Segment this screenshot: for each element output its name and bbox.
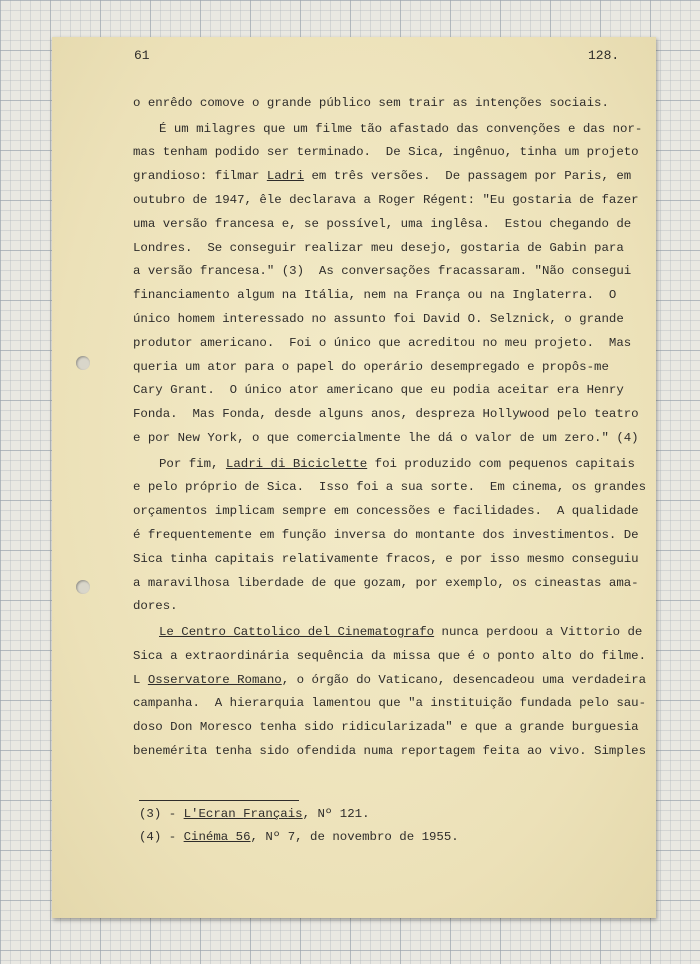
text-line: e por New York, o que comercialmente lhe dá o valor de um zero." (4) — [133, 430, 639, 445]
punch-hole — [76, 580, 90, 594]
text-line: a versão francesa." (3) As conversações fracassaram. "Não consegui — [133, 264, 632, 279]
text-line: a maravilhosa liberdade de que gozam, por exemplo, os cineastas ama- — [133, 575, 639, 590]
text-line: o enrêdo comove o grande público sem trair as intenções sociais. — [133, 96, 609, 110]
footnote-4-title: Cinéma 56 — [183, 830, 251, 844]
text-line: orçamentos implicam sempre em concessões e facilidades. A qualidade — [133, 504, 639, 519]
text-line: Cary Grant. O único ator americano que eu podia aceitar era Henry — [133, 383, 624, 398]
text-line: queria um ator para o papel do operário desempregado e propôs-me — [133, 359, 609, 374]
text-line: campanha. A hierarquia lamentou que "a instituição fundada pelo sau- — [133, 696, 647, 711]
text-line: Le Centro Cattolico del Cinematografo nunca perdoou a Vittorio de — [159, 624, 643, 639]
footnote-rule — [139, 800, 299, 801]
footnote-4: (4) - Cinéma 56, Nº 7, de novembro de 1955. — [139, 830, 459, 844]
punch-hole — [76, 356, 90, 370]
text-line: Londres. Se conseguir realizar meu desejo, gostaria de Gabin para — [133, 240, 624, 255]
film-title-ladri: Ladri — [266, 169, 305, 184]
page-number-left: 61 — [134, 48, 150, 63]
text-line: é frequentemente em função inversa do montante dos investimentos. De — [133, 527, 639, 542]
typed-page — [52, 37, 656, 918]
text-line: financiamento algum na Itália, nem na França ou na Inglaterra. O — [133, 288, 617, 303]
page-number-right: 128. — [588, 48, 620, 63]
text-line: benemérita tenha sido ofendida numa reportagem feita ao vivo. Simples — [133, 743, 647, 758]
text-line: e pelo próprio de Sica. Isso foi a sua sorte. Em cinema, os grandes — [133, 480, 647, 495]
org-centro-cattolico: Le Centro Cattolico del Cinematografo — [159, 624, 435, 639]
text-line: grandioso: filmar Ladri em três versões. De passagem por Paris, em — [133, 169, 632, 184]
text-line: Fonda. Mas Fonda, desde alguns anos, despreza Hollywood pelo teatro — [133, 407, 639, 422]
footnote-3: (3) - L'Ecran Français, Nº 121. — [139, 807, 370, 821]
text-line: doso Don Moresco tenha sido ridicularizada" e que a grande burguesia — [133, 720, 639, 735]
text-line: uma versão francesa e, se possível, uma inglêsa. Estou chegando de — [133, 216, 632, 231]
film-title-ladri-di-biciclette: Ladri di Biciclette — [225, 456, 368, 471]
footnote-3-title: L'Ecran Français — [183, 807, 303, 821]
footnotes — [139, 803, 609, 849]
text-line: Sica a extraordinária sequência da missa que é o ponto alto do filme. — [133, 648, 647, 663]
text-line: L Osservatore Romano, o órgão do Vaticano, desencadeou uma verdadeira — [133, 672, 647, 687]
text-line: único homem interessado no assunto foi David O. Selznick, o grande — [133, 311, 624, 326]
text-line: produtor americano. Foi o único que acreditou no meu projeto. Mas — [133, 335, 632, 350]
text-line: É um milagres que um filme tão afastado das convenções e das nor- — [159, 121, 643, 136]
text-line: dores. — [133, 599, 178, 614]
text-line: Sica tinha capitais relativamente fracos, e por isso mesmo conseguiu — [133, 551, 639, 566]
body-text — [133, 92, 647, 764]
text-line: mas tenham podido ser terminado. De Sica, ingênuo, tinha um projeto — [133, 145, 639, 160]
text-line: outubro de 1947, êle declarava a Roger Régent: "Eu gostaria de fazer — [133, 192, 639, 207]
newspaper-osservatore-romano: Osservatore Romano — [147, 672, 282, 687]
text-line: Por fim, Ladri di Biciclette foi produzido com pequenos capitais — [159, 456, 635, 471]
